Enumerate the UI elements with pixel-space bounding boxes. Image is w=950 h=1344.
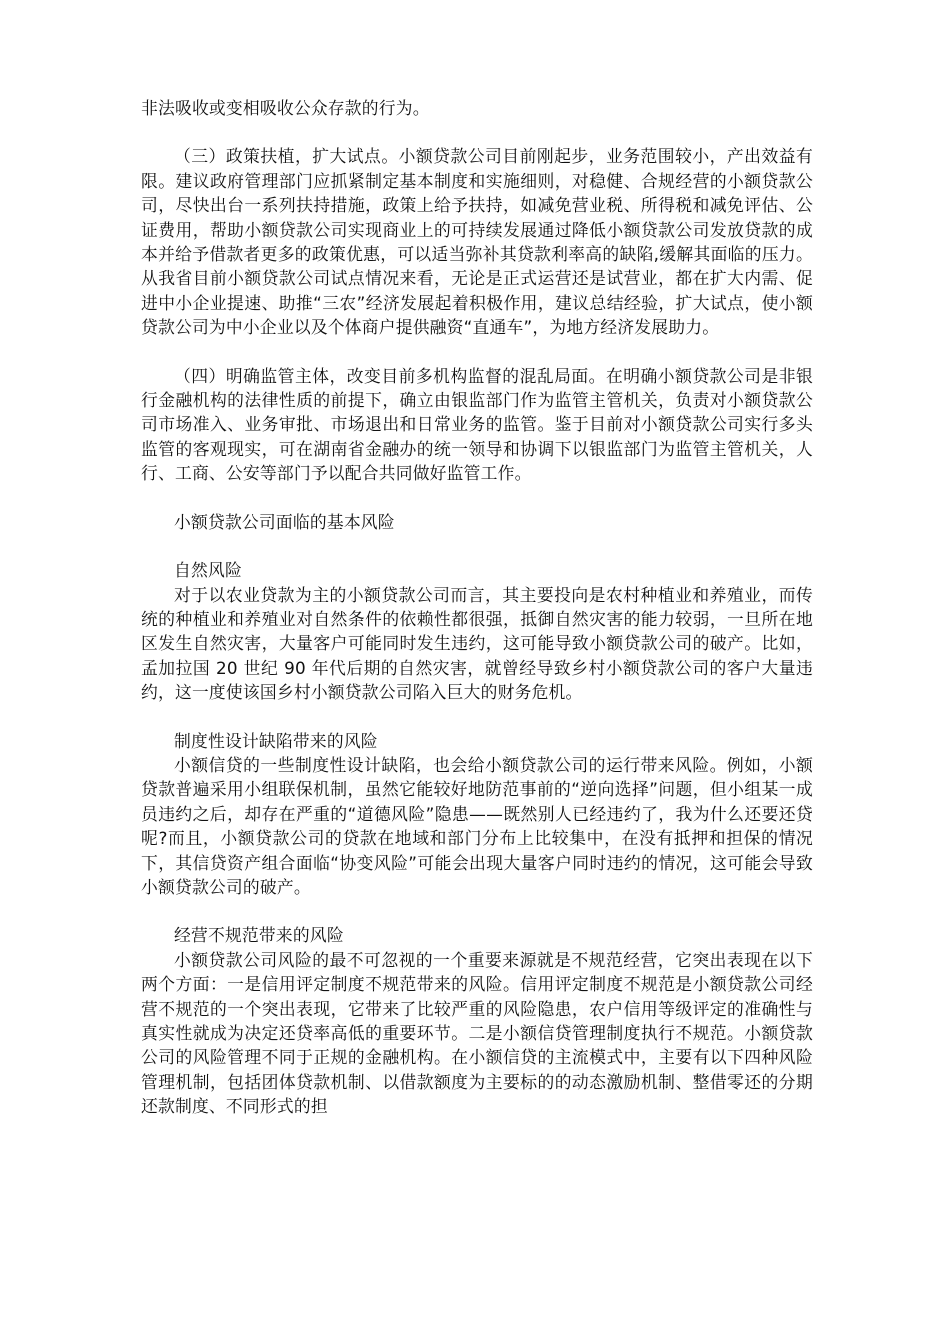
risk-heading-institutional: 制度性设计缺陷带来的风险 — [174, 730, 378, 751]
risk-body-institutional: 小额信贷的一些制度性设计缺陷，也会给小额贷款公司的运行带来风险。例如，小额贷款普遍采用小组联保机制，虽然它能较好地防范事前的“逆向选择”问题，但小组某一成员违约之后，却存在严重的“道德风险”隐患——既然别人已经违约了，我为什么还要还贷呢?而且，小额贷款公司的贷款在地域和部门分布上比较集中，在没有抵押和担保的情况下，其信贷资产组合面临“协变风险”可能会出现大量客户同时违约的情况，这可能会导致小额贷款公司的破产。 — [141, 754, 813, 897]
document-page — [141, 96, 813, 1119]
paragraph-supervision: （四）明确监管主体，改变目前多机构监督的混乱局面。在明确小额贷款公司是非银行金融机构的法律性质的前提下，确立由银监部门作为监管主管机关，负责对小额贷款公司市场准入、业务审批、市场退出和日常业务的监管。鉴于目前对小额贷款公司实行多头监管的客观现实，可在湖南省金融办的统一领导和协调下以银监部门为监管主管机关，人行、工商、公安等部门予以配合共同做好监管工作。 — [141, 365, 813, 484]
section-title: 小额贷款公司面临的基本风险 — [174, 511, 395, 532]
risk-heading-natural: 自然风险 — [174, 560, 242, 581]
paragraph-continuation: 非法吸收或变相吸收公众存款的行为。 — [141, 98, 430, 118]
paragraph-policy-support: （三）政策扶植，扩大试点。小额贷款公司目前刚起步，业务范围较小，产出效益有限。建议政府管理部门应抓紧制定基本制度和实施细则，对稳健、合规经营的小额贷款公司，尽快出台一系列扶持措施，政策上给予扶持，如减免营业税、所得税和减免评估、公证费用，帮助小额贷款公司实现商业上的可持续发展通过降低小额贷款公司发放贷款的成本并给予借款者更多的政策优惠，可以适当弥补其贷款利率高的缺陷,缓解其面临的压力。从我省目前小额贷款公司试点情况来看，无论是正式运营还是试营业，都在扩大内需、促进中小企业提速、助推“三农”经济发展起着积极作用，建议总结经验，扩大试点，使小额贷款公司为中小企业以及个体商户提供融资“直通车”，为地方经济发展助力。 — [141, 146, 813, 338]
risk-body-natural: 对于以农业贷款为主的小额贷款公司而言，其主要投向是农村种植业和养殖业，而传统的种植业和养殖业对自然条件的依赖性都很强，抵御自然灾害的能力较弱，一旦所在地区发生自然灾害，大量客户可能同时发生违约，这可能导致小额贷款公司的破产。比如，孟加拉国 20 世纪 90 年代后期的自然灾害，就曾经导致乡村小额贷款公司的客户大量违约，这一度使该国乡村小额贷款公司陷入巨大的财务危机。 — [141, 584, 813, 703]
risk-body-operational: 小额贷款公司风险的最不可忽视的一个重要来源就是不规范经营，它突出表现在以下两个方面：一是信用评定制度不规范带来的风险。信用评定制度不规范是小额贷款公司经营不规范的一个突出表现，它带来了比较严重的风险隐患，农户信用等级评定的准确性与真实性就成为决定还贷率高低的重要环节。二是小额信贷管理制度执行不规范。小额贷款公司的风险管理不同于正规的金融机构。在小额信贷的主流模式中，主要有以下四种风险管理机制，包括团体贷款机制、以借款额度为主要标的的动态激励机制、整借零还的分期还款制度、不同形式的担 — [141, 949, 813, 1117]
risk-heading-operational: 经营不规范带来的风险 — [174, 925, 344, 946]
